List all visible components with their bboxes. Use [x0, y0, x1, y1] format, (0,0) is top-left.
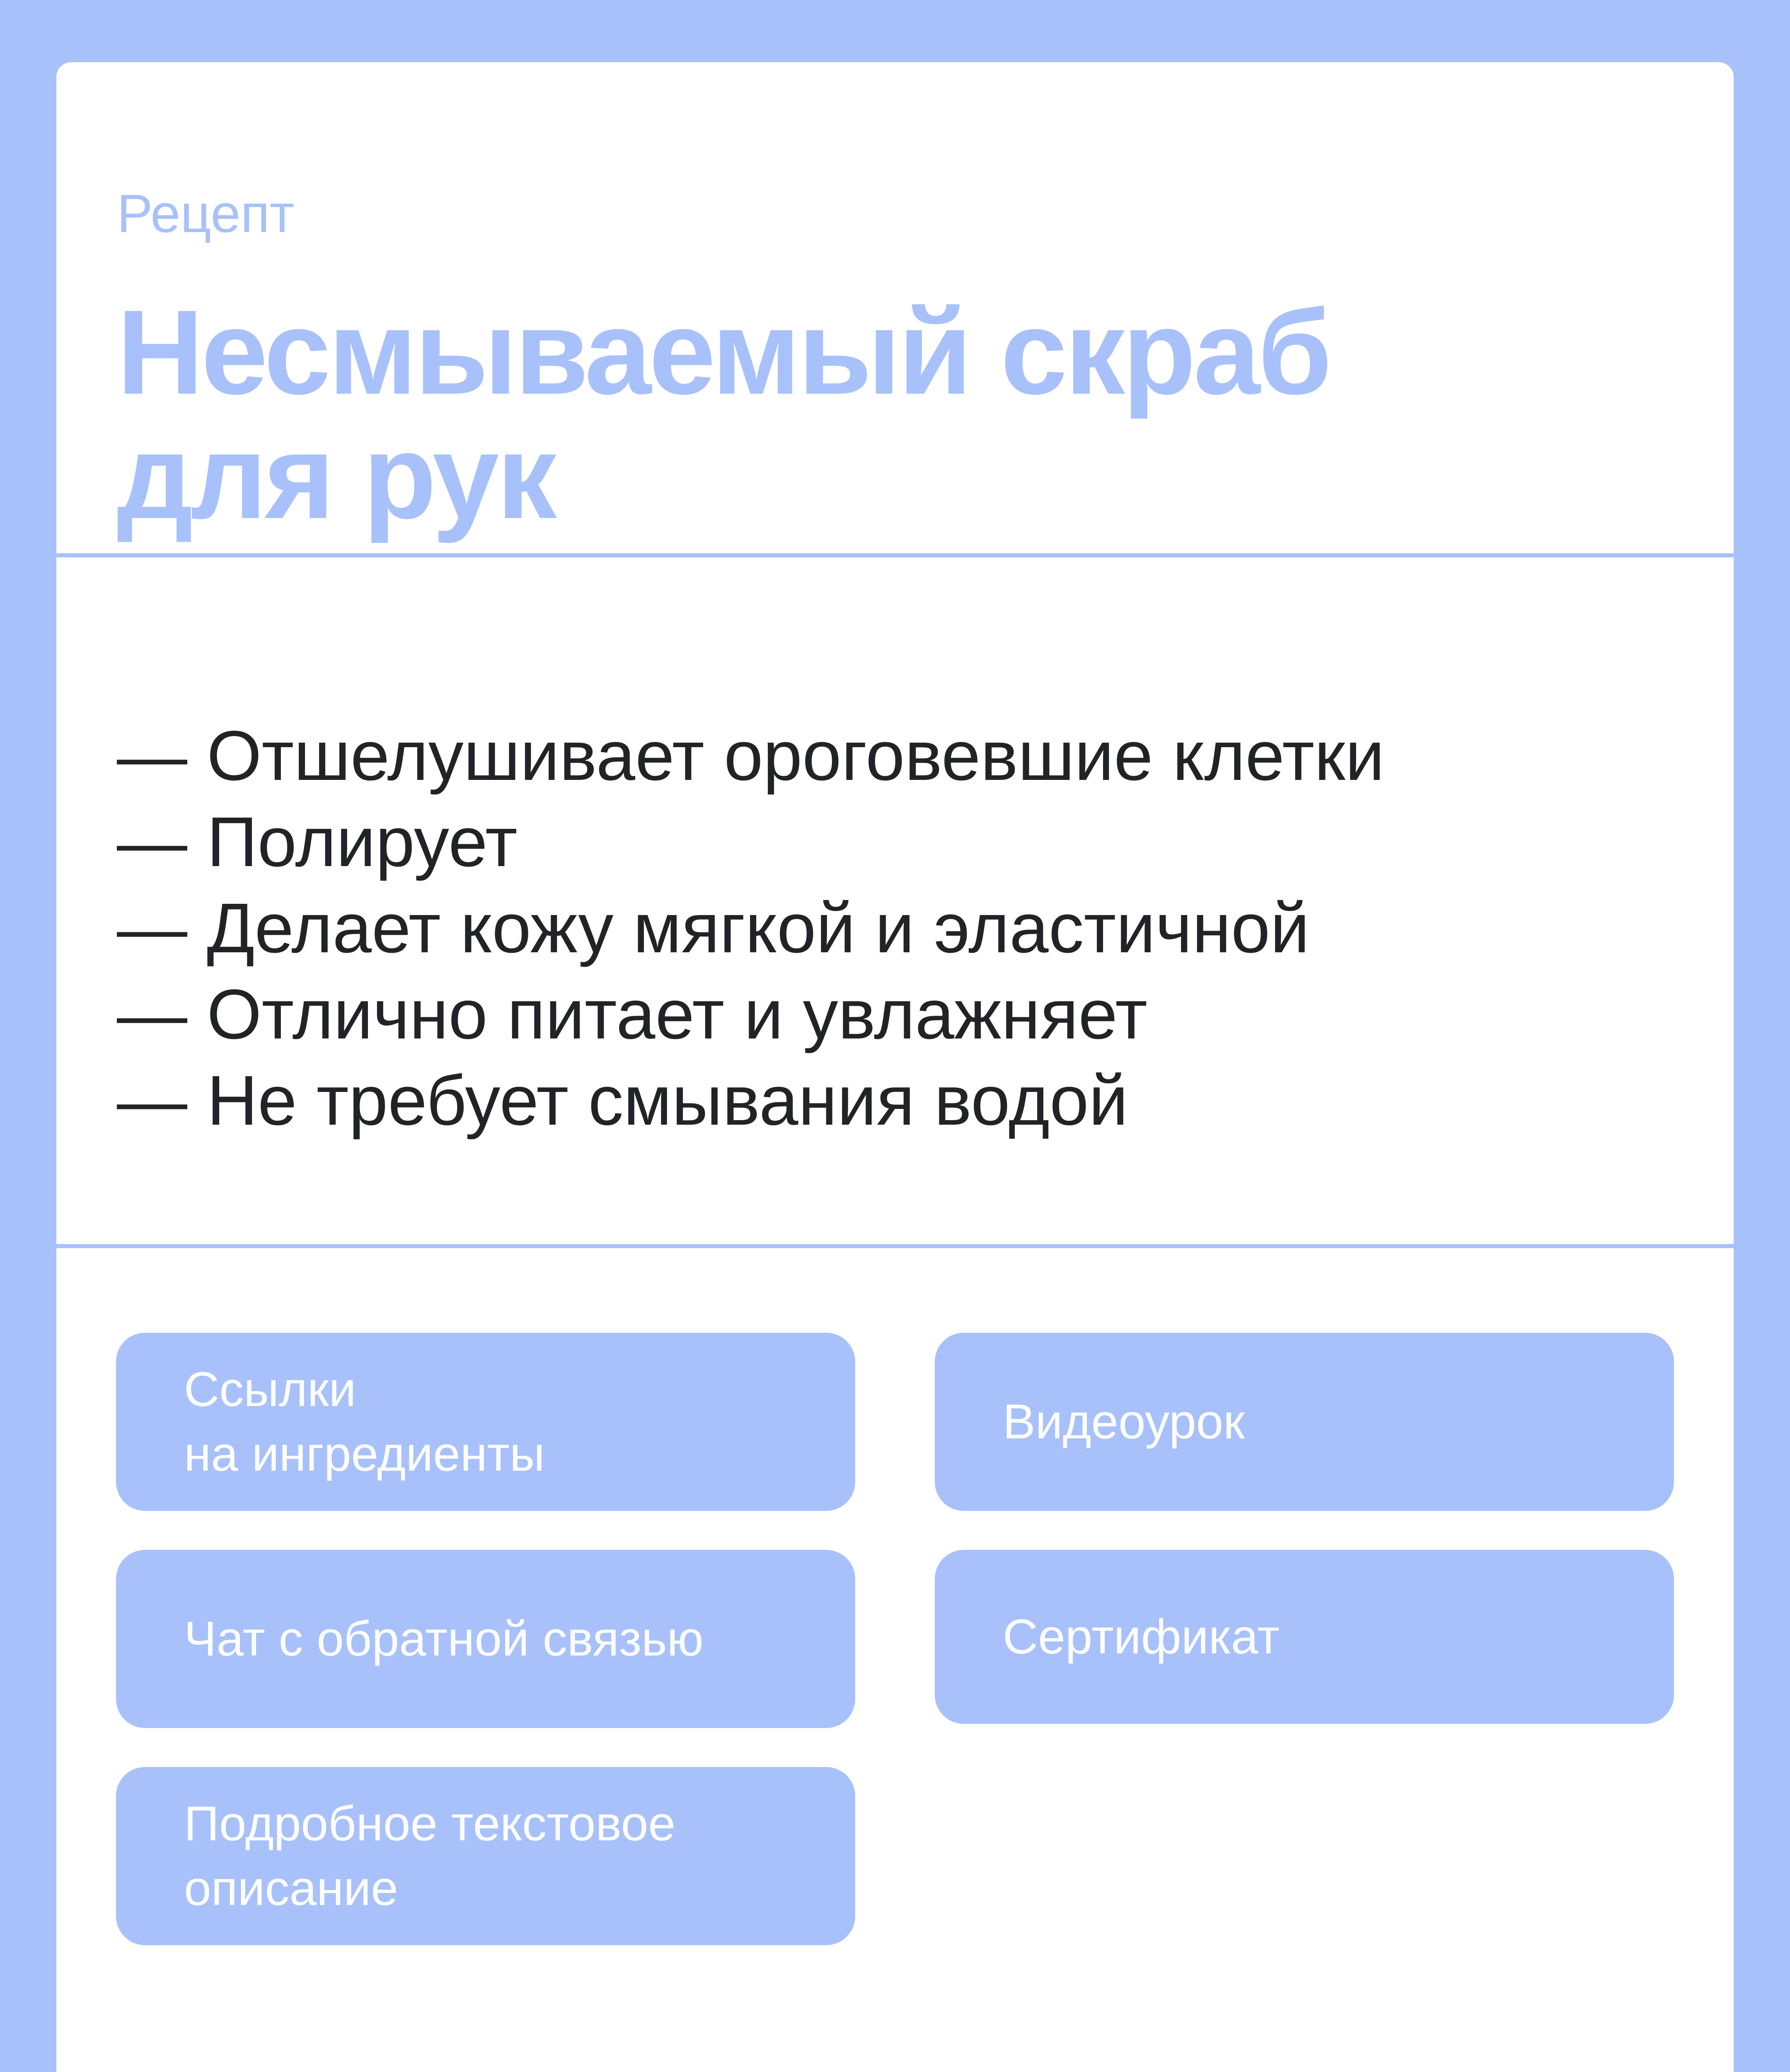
- certificate-button[interactable]: [935, 1550, 1674, 1724]
- feedback-chat-label: Чат с обратной связью: [184, 1612, 704, 1666]
- benefit-item: — Отлично питает и увлажняет: [117, 975, 1148, 1054]
- benefit-item: — Отшелушивает ороговевшие клетки: [117, 716, 1385, 795]
- page-title: [117, 285, 1691, 544]
- video-lesson-button[interactable]: [935, 1333, 1674, 1511]
- certificate-label: Сертификат: [1003, 1610, 1280, 1664]
- divider-top: [56, 553, 1734, 557]
- ingredients-links-button[interactable]: [116, 1333, 855, 1511]
- recipe-card: [56, 62, 1734, 2072]
- divider-bottom: [56, 1244, 1734, 1248]
- benefit-item: — Полирует: [117, 803, 518, 881]
- title-line-1: Несмываемый скраб: [117, 285, 1330, 419]
- benefit-item: — Не требует смывания водой: [117, 1061, 1128, 1140]
- benefit-item: — Делает кожу мягкой и эластичной: [117, 889, 1310, 968]
- video-lesson-label: Видеоурок: [1003, 1394, 1245, 1449]
- text-description-button[interactable]: [116, 1767, 855, 1945]
- feedback-chat-button[interactable]: [116, 1550, 855, 1728]
- benefits-list: [117, 713, 1385, 1144]
- title-line-2: для рук: [117, 409, 554, 544]
- category-label: Рецепт: [117, 183, 295, 244]
- ingredients-links-label: Ссылки на ингредиенты: [184, 1362, 545, 1481]
- text-description-label: Подробное текстовое описание: [184, 1796, 675, 1916]
